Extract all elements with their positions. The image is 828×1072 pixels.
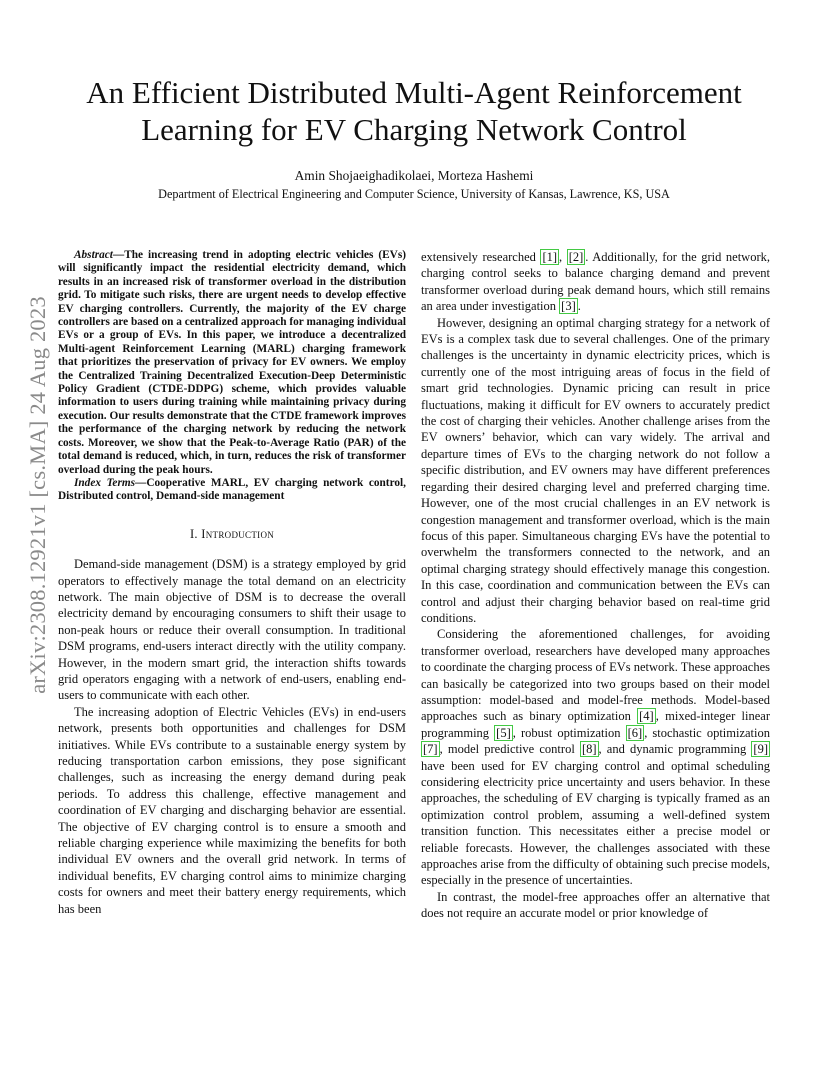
affiliation: Department of Electrical Engineering and Computer Science, University of Kansas, Lawrence, KS, USA: [158, 187, 670, 201]
right-column: [421, 249, 770, 922]
paragraph: The increasing adoption of Electric Vehicles (EVs) in end-users network, presents both opportunities and challenges for DSM initiatives. While EVs contribute to a sustainable energy system by reducing transportation carbon emissions, they pose significant challenges, such as increasing the energy demand during peak periods. To address this challenge, effective management and coordination of EV charging and discharging behavior are essential. The objective of EV charging control is to ensure a smooth and reliable charging experience while maximizing the benefits for both individual EV owners and the overall grid network. In terms of individual benefits, EV charging control aims to minimize charging costs for owners and meet their battery energy requirements, which has been: [58, 704, 406, 916]
section-heading-introduction: [58, 526, 406, 542]
citation-link[interactable]: [1]: [542, 250, 558, 264]
abstract-text: —The increasing trend in adopting electric vehicles (EVs) will significantly impact the residential electricity demand, which results in an increased risk of transformer overload in the distribution grid. To mitigate such risks, there are urgent needs to develop effective EV charging controllers. Currently, the majority of the EV charge controllers are based on a centralized approach for managing individual EVs or a group of EVs. In this paper, we introduce a decentralized Multi-agent Reinforcement Learning (MARL) charging framework that prioritizes the preservation of privacy for EV owners. We employ the Centralized Training Decentralized Execution-Deep Deterministic Policy Gradient (CTDE-DDPG) scheme, which provides valuable information to users during training while maintaining privacy during execution. Our results demonstrate that the CTDE framework improves the performance of the charging network by reducing the network costs. Moreover, we show that the Peak-to-Average Ratio (PAR) of the total demand is reduced, which, in turn, reduces the risk of transformer overload during the peak hours.: [58, 249, 406, 476]
index-terms: [58, 477, 406, 504]
citation-link[interactable]: [2]: [568, 250, 584, 264]
arxiv-identifier: [14, 230, 62, 760]
section-name: Introduction: [201, 526, 275, 541]
citation-link[interactable]: [9]: [753, 742, 768, 757]
abstract-lead: Abstract: [74, 249, 113, 261]
paragraph: However, designing an optimal charging strategy for a network of EVs is a complex task due to several challenges. One of the primary challenges is the uncertainty in dynamic electricity prices, which is currently one of the most intriguing areas of focus in the field of smart grid technologies. Dynamic pricing can result in price fluctuations, making it difficult for EV owners to accurately predict the cost of charging their vehicles. Another challenge arises from the EV owners’ behavior, which can vary widely. The arrival and departure times of EVs to the charging network do not follow a specific distribution, and EV owners may have different preferences regarding their desired charging level and preferred charging time. However, one of the most crucial challenges in an EV network is congestion management and transformer overload, which is the main focus of this paper. Simultaneous charging EVs have the potential to overwhelm the transformers connected to the network, and an optimal charging strategy should effectively manage this congestion. In this case, coordination and communication between the EVs can control and adjust their charging behavior based on real-time grid conditions.: [421, 315, 770, 625]
paragraph: Demand-side management (DSM) is a strategy employed by grid operators to effectively manage the total demand on an electricity network. The main objective of DSM is to decrease the overall electricity demand by encouraging consumers to shift their usage to non-peak hours or reduce their overall consumption. In traditional DSM programs, end-users interact directly with the utility company. However, in the modern smart grid, the interaction shifts towards grid operators engaging with a network of end-users, enabling end-users to communicate with each other.: [58, 557, 406, 703]
left-column: [58, 249, 406, 917]
title-line-2: Learning for EV Charging Network Control: [141, 112, 687, 147]
authors: Amin Shojaeighadikolaei, Morteza Hashemi: [294, 168, 534, 183]
arxiv-identifier-text: arXiv:2308.12921v1 [cs.MA] 24 Aug 2023: [25, 296, 51, 694]
section-numeral: I.: [189, 526, 202, 541]
citation-link[interactable]: [5]: [496, 725, 511, 740]
title-line-1: An Efficient Distributed Multi-Agent Reinforcement: [86, 75, 742, 110]
citation-link[interactable]: [3]: [561, 299, 576, 314]
citation-link[interactable]: [8]: [581, 742, 597, 757]
index-terms-text: —Cooperative MARL, EV charging network control, Distributed control, Demand-side management: [58, 476, 406, 503]
index-terms-lead: Index Terms: [74, 476, 136, 489]
abstract: [58, 249, 406, 477]
paragraph: Considering the aforementioned challenges, for avoiding transformer overload, researchers have developed many approaches to coordinate the charging process of EVs network. These approaches can basically be categorized into two groups based on their model assumption: model-based and model-free methods. Model-based approaches such as binary optimization [4] , mixed-integer linear programming [5] , robust optimization [6] , stochastic optimization [7] , model predictive control [8] , and dynamic programming [9] have been used for EV charging control and optimal scheduling considering electricity price uncertainty and users behavior. In these approaches, the scheduling of EV charging is typically framed as an optimization control problem, assuming a well-defined system transition function. This necessitates either a precise model or reliable forecasts. However, the challenges associated with these approaches arise from the difficulty of obtaining such precise models, especially in the presence of uncertainties.: [421, 627, 770, 888]
citation-link[interactable]: [7]: [423, 742, 438, 757]
citation-link[interactable]: [4]: [639, 709, 654, 724]
paper-title: [40, 74, 788, 148]
paragraph: In contrast, the model-free approaches offer an alternative that does not require an accurate model or prior knowledge of: [421, 889, 770, 921]
citation-link[interactable]: [6]: [627, 725, 643, 740]
paragraph: extensively researched [1] , [2] . Additionally, for the grid network, charging control seeks to balance charging demand and prevent transformer overload during peak demand hours, which still remains an area under investigation [3] .: [421, 250, 771, 314]
